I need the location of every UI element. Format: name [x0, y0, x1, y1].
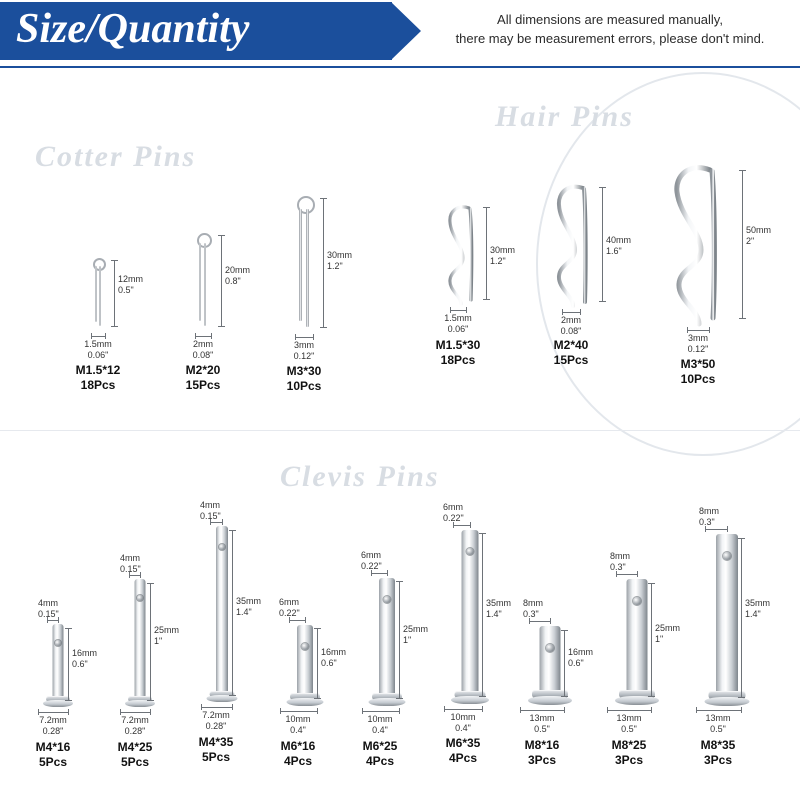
- dimension-tick-top: [599, 187, 606, 188]
- clevis-pin-base: [705, 697, 750, 706]
- dimension-tick-top: [218, 235, 225, 236]
- product-quantity: 5Pcs: [120, 755, 150, 769]
- dimension-tick-bottom: [739, 318, 746, 319]
- clevis-pin-base: [615, 696, 659, 705]
- product-item-clevis-m8x35: [672, 498, 782, 790]
- dimension-head: 6mm 0.22": [279, 597, 300, 618]
- dimension-line-base: [520, 710, 564, 711]
- dimension-tick-bottom: [648, 696, 655, 697]
- product-name: M4*35: [198, 735, 234, 749]
- cotter-pin-leg-left: [95, 266, 97, 322]
- product-name: M2*20: [185, 363, 221, 377]
- dimension-line-length: [68, 628, 69, 700]
- dimension-tick-bottom: [479, 696, 486, 697]
- product-caption: [701, 738, 736, 768]
- dimension-tick-bottom: [599, 301, 606, 302]
- product-caption: [281, 739, 316, 769]
- product-quantity: 10Pcs: [680, 372, 716, 386]
- dimension-line-head: [705, 529, 727, 530]
- dimension-tick-base-left: [607, 707, 608, 713]
- clevis-pin-hole: [55, 640, 61, 646]
- dimension-line-length: [486, 207, 487, 299]
- dimension-line-head: [129, 575, 140, 576]
- clevis-pin-shaft: [627, 579, 648, 692]
- header-note-line2: there may be measurement errors, please don't mind.: [455, 31, 765, 46]
- dimension-tick-top: [320, 198, 327, 199]
- clevis-pin-hole: [546, 644, 554, 652]
- dimension-head: 8mm 0.3": [523, 598, 543, 619]
- product-quantity: 5Pcs: [38, 755, 68, 769]
- product-quantity: 3Pcs: [703, 753, 733, 767]
- dimension-tick-top: [396, 581, 403, 582]
- dimension-tick-bottom: [229, 695, 236, 696]
- dimension-line-length: [323, 198, 324, 327]
- dimension-tick-bottom: [111, 326, 118, 327]
- product-caption: [199, 735, 234, 765]
- product-quantity: 4Pcs: [448, 751, 478, 765]
- dimension-tick-base-right: [651, 707, 652, 713]
- product-name: M4*25: [117, 740, 153, 754]
- dimension-diameter: 3mm 0.12": [687, 333, 709, 354]
- dimension-tick-base-right: [150, 709, 151, 715]
- product-quantity: 4Pcs: [283, 754, 313, 768]
- product-name: M1.5*30: [435, 338, 481, 352]
- dimension-tick-bottom: [320, 327, 327, 328]
- clevis-pin-base: [287, 698, 324, 706]
- dimension-length: 12mm 0.5": [118, 274, 144, 295]
- dimension-line-base: [38, 712, 68, 713]
- product-item-cotter-m3x30: [245, 190, 385, 393]
- dimension-tick-head-right: [305, 617, 306, 623]
- dimension-tick-head-right: [387, 570, 388, 576]
- dimension-tick-top: [314, 628, 321, 629]
- product-quantity: 18Pcs: [440, 353, 476, 367]
- dimension-tick-top: [479, 533, 486, 534]
- product-caption: [186, 363, 221, 393]
- dimension-head: 4mm 0.15": [38, 598, 59, 619]
- dimension-tick-base-right: [317, 708, 318, 714]
- dimension-length: 16mm 0.6": [568, 647, 594, 668]
- dimension-line-length: [564, 630, 565, 696]
- dimension-length: 30mm 1.2": [490, 245, 516, 266]
- dimension-tick-head-right: [550, 618, 551, 624]
- cotter-pin-leg-left: [299, 209, 302, 321]
- dimension-head: 6mm 0.22": [361, 550, 382, 571]
- dimension-diameter: 2mm 0.08": [192, 339, 214, 360]
- dimension-line-head: [289, 620, 305, 621]
- dimension-line-base: [444, 709, 482, 710]
- dimension-line-head: [47, 620, 58, 621]
- dimension-line-base: [280, 711, 317, 712]
- dimension-tick-head-right: [470, 522, 471, 528]
- clevis-pin-hole: [302, 643, 309, 650]
- product-caption: [76, 363, 121, 393]
- dimension-tick-base-right: [482, 706, 483, 712]
- dimension-tick-bottom: [483, 299, 490, 300]
- dimension-line-diameter: [91, 336, 105, 337]
- dimension-length: 16mm 0.6": [72, 648, 98, 669]
- dimension-tick-top: [483, 207, 490, 208]
- product-name: M3*50: [680, 357, 716, 371]
- dimension-tick-top: [738, 538, 745, 539]
- dimension-tick-top: [147, 583, 154, 584]
- header-divider: [0, 66, 800, 68]
- product-quantity: 3Pcs: [527, 753, 557, 767]
- section-title-hair-pins: Hair Pins: [495, 100, 634, 133]
- dimension-tick-bottom: [218, 326, 225, 327]
- dimension-line-base: [201, 707, 232, 708]
- dimension-length: 20mm 0.8": [225, 265, 251, 286]
- dimension-base: 13mm 0.5": [529, 713, 555, 734]
- header-note: [430, 10, 790, 48]
- dimension-length: 30mm 1.2": [327, 250, 353, 271]
- product-caption: [681, 357, 716, 387]
- dimension-tick-top: [111, 260, 118, 261]
- dimension-tick-head-right: [222, 519, 223, 525]
- dimension-tick-base-left: [280, 708, 281, 714]
- section-title-clevis-pins: Clevis Pins: [280, 460, 440, 493]
- dimension-length: 40mm 1.6": [606, 235, 632, 256]
- product-caption: [436, 338, 481, 368]
- cotter-pin-leg-left: [199, 243, 201, 321]
- dimension-line-length: [221, 235, 222, 326]
- product-item-hair-m2x40: [510, 175, 650, 390]
- clevis-pin-hole: [219, 544, 225, 550]
- dimension-line-length: [602, 187, 603, 301]
- product-caption: [525, 738, 560, 768]
- product-name: M8*35: [700, 738, 736, 752]
- dimension-line-length: [741, 538, 742, 697]
- hair-pin-shape-icon: [655, 160, 750, 340]
- dimension-line-diameter: [562, 312, 580, 313]
- dimension-diameter: 1.5mm 0.06": [84, 339, 112, 360]
- dimension-tick-base-left: [520, 707, 521, 713]
- dimension-length: 35mm 1.4": [745, 598, 771, 619]
- dimension-line-diameter: [295, 337, 313, 338]
- product-quantity: 4Pcs: [365, 754, 395, 768]
- dimension-tick-top: [739, 170, 746, 171]
- dimension-line-head: [210, 522, 222, 523]
- dimension-tick-base-right: [564, 707, 565, 713]
- dimension-head: 4mm 0.15": [200, 500, 221, 521]
- product-caption: [36, 740, 71, 770]
- page-title: Size/Quantity: [16, 6, 250, 52]
- dimension-base: 10mm 0.4": [450, 712, 476, 733]
- dimension-line-length: [482, 533, 483, 696]
- dimension-tick-bottom: [147, 700, 154, 701]
- dimension-tick-base-right: [741, 707, 742, 713]
- dimension-base: 7.2mm 0.28": [202, 710, 230, 731]
- product-caption: [118, 740, 153, 770]
- product-caption: [287, 364, 322, 394]
- dimension-length: 25mm 1": [154, 625, 180, 646]
- product-quantity: 10Pcs: [286, 379, 322, 393]
- dimension-base: 10mm 0.4": [285, 714, 311, 735]
- dimension-base: 7.2mm 0.28": [121, 715, 149, 736]
- dimension-tick-base-right: [232, 704, 233, 710]
- dimension-head: 6mm 0.22": [443, 502, 464, 523]
- product-quantity: 15Pcs: [185, 378, 221, 392]
- dimension-line-head: [529, 621, 550, 622]
- dimension-tick-base-left: [696, 707, 697, 713]
- page-header: [0, 0, 800, 68]
- product-name: M2*40: [553, 338, 589, 352]
- dimension-length: 25mm 1": [655, 623, 681, 644]
- dimension-base: 13mm 0.5": [705, 713, 731, 734]
- dimension-head: 8mm 0.3": [610, 551, 630, 572]
- clevis-pin-base: [528, 696, 572, 705]
- clevis-pin-base: [451, 696, 489, 704]
- clevis-pin-hole: [467, 548, 474, 555]
- dimension-tick-bottom: [738, 697, 745, 698]
- dimension-line-base: [696, 710, 741, 711]
- dimension-line-base: [120, 712, 150, 713]
- dimension-line-head: [453, 525, 470, 526]
- product-name: M8*25: [611, 738, 647, 752]
- product-name: M4*16: [35, 740, 71, 754]
- product-name: M6*25: [362, 739, 398, 753]
- dimension-diameter: 2mm 0.08": [560, 315, 582, 336]
- cotter-pin-leg-right: [99, 266, 101, 326]
- header-note-line1: All dimensions are measured manually,: [497, 12, 723, 27]
- dimension-length: 16mm 0.6": [321, 647, 347, 668]
- dimension-tick-head-right: [637, 571, 638, 577]
- section-title-cotter-pins: Cotter Pins: [35, 140, 197, 173]
- dimension-line-length: [399, 581, 400, 698]
- product-caption: [554, 338, 589, 368]
- dimension-diameter: 1.5mm 0.06": [444, 313, 472, 334]
- dimension-tick-top: [561, 630, 568, 631]
- dimension-head: 4mm 0.15": [120, 553, 141, 574]
- product-caption: [446, 736, 481, 766]
- dimension-length: 35mm 1.4": [236, 596, 262, 617]
- dimension-tick-base-left: [362, 708, 363, 714]
- product-name: M3*30: [286, 364, 322, 378]
- dimension-tick-base-right: [68, 709, 69, 715]
- clevis-pin-shaft: [297, 625, 313, 695]
- dimension-line-base: [362, 711, 399, 712]
- dimension-length: 35mm 1.4": [486, 598, 512, 619]
- cotter-pin-leg-right: [306, 209, 309, 327]
- dimension-tick-top: [648, 583, 655, 584]
- dimension-tick-bottom: [314, 698, 321, 699]
- dimension-tick-bottom: [561, 696, 568, 697]
- clevis-pin-hole: [384, 596, 391, 603]
- product-name: M6*35: [445, 736, 481, 750]
- dimension-line-length: [651, 583, 652, 696]
- dimension-line-base: [607, 710, 651, 711]
- dimension-tick-top: [229, 530, 236, 531]
- dimension-line-head: [371, 573, 387, 574]
- dimension-line-diameter: [195, 336, 211, 337]
- dimension-base: 10mm 0.4": [367, 714, 393, 735]
- product-name: M6*16: [280, 739, 316, 753]
- product-name: M8*16: [524, 738, 560, 752]
- product-item-cotter-m15x12: [40, 250, 160, 390]
- product-caption: [363, 739, 398, 769]
- dimension-tick-top: [65, 628, 72, 629]
- clevis-pin-shaft: [216, 526, 228, 693]
- dimension-tick-head-right: [727, 526, 728, 532]
- cotter-pin-leg-right: [204, 243, 206, 326]
- product-name: M1.5*12: [75, 363, 121, 377]
- dimension-tick-base-left: [444, 706, 445, 712]
- clevis-pin-base: [43, 700, 73, 707]
- clevis-pin-base: [125, 700, 155, 707]
- product-item-hair-m3x50: [635, 155, 785, 395]
- dimension-line-length: [742, 170, 743, 318]
- hair-pin-shape-icon: [535, 180, 615, 330]
- dimension-tick-bottom: [65, 700, 72, 701]
- dimension-diameter: 3mm 0.12": [293, 340, 315, 361]
- clevis-pin-hole: [723, 552, 731, 560]
- product-quantity: 18Pcs: [80, 378, 116, 392]
- product-quantity: 15Pcs: [553, 353, 589, 367]
- clevis-pin-base: [369, 698, 406, 706]
- dimension-length: 50mm 2": [746, 225, 772, 246]
- dimension-tick-right: [709, 327, 710, 333]
- clevis-pin-base: [207, 695, 238, 702]
- dimension-tick-base-right: [399, 708, 400, 714]
- dimension-head: 8mm 0.3": [699, 506, 719, 527]
- dimension-tick-bottom: [396, 698, 403, 699]
- product-caption: [612, 738, 647, 768]
- dimension-length: 25mm 1": [403, 624, 429, 645]
- section-divider: [0, 430, 800, 431]
- dimension-line-diameter: [687, 330, 709, 331]
- dimension-base: 13mm 0.5": [616, 713, 642, 734]
- dimension-line-length: [317, 628, 318, 698]
- clevis-pin-shaft: [540, 626, 561, 692]
- product-quantity: 3Pcs: [614, 753, 644, 767]
- dimension-line-diameter: [450, 310, 466, 311]
- dimension-line-length: [232, 530, 233, 695]
- clevis-pin-hole: [137, 595, 143, 601]
- clevis-pin-hole: [633, 597, 641, 605]
- product-quantity: 5Pcs: [201, 750, 231, 764]
- dimension-line-length: [114, 260, 115, 326]
- clevis-pin-shaft: [53, 624, 64, 698]
- dimension-base: 7.2mm 0.28": [39, 715, 67, 736]
- dimension-line-length: [150, 583, 151, 700]
- dimension-line-head: [616, 574, 637, 575]
